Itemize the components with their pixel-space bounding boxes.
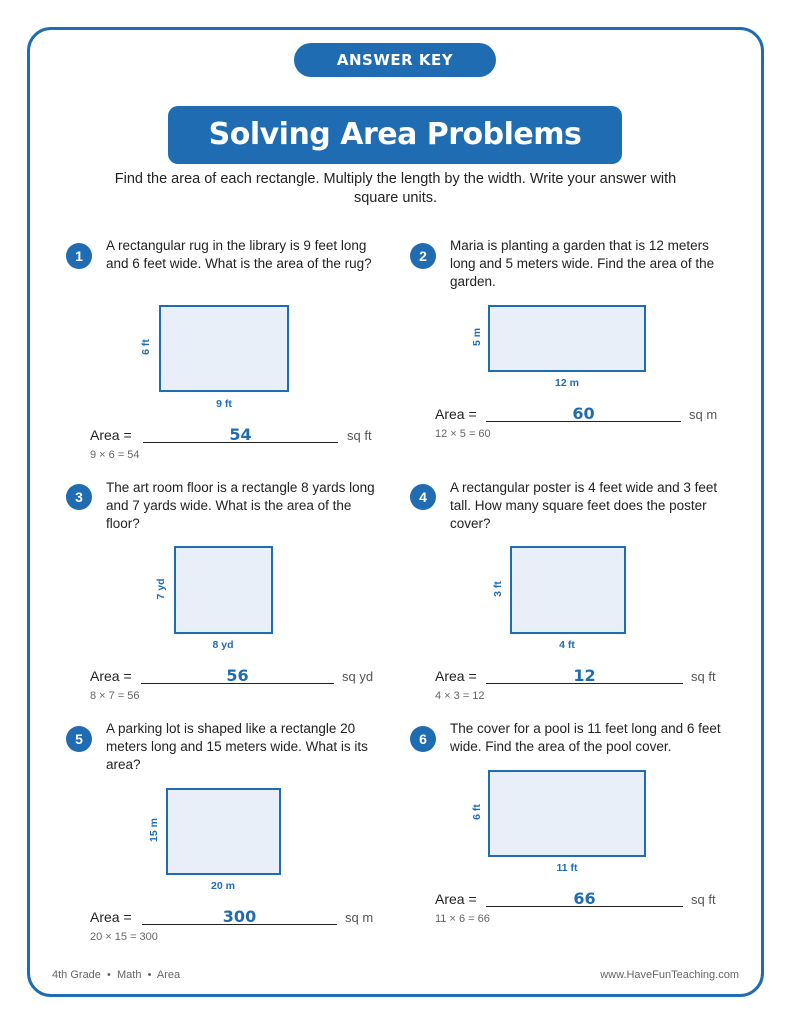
- width-label: 8 yd: [212, 639, 234, 651]
- height-label: 15 m: [148, 818, 160, 842]
- height-label: 6 ft: [471, 804, 483, 820]
- area-label: Area =: [90, 668, 132, 684]
- area-label: Area =: [90, 427, 132, 443]
- page-title: Solving Area Problems: [168, 106, 622, 164]
- rectangle-diagram: [488, 305, 646, 372]
- work-shown: 12 × 5 = 60: [435, 428, 491, 440]
- footer-subject: 4th Grade • Math • Area: [52, 969, 181, 981]
- work-shown: 8 × 7 = 56: [90, 690, 140, 702]
- work-shown: 20 × 15 = 300: [90, 931, 158, 943]
- width-label: 20 m: [211, 880, 235, 892]
- answer-unit: sq ft: [691, 892, 716, 907]
- problem-number-badge: 4: [410, 484, 436, 510]
- answer-value: 60: [572, 404, 595, 423]
- answer-unit: sq yd: [342, 669, 374, 684]
- width-label: 12 m: [555, 377, 579, 389]
- answer-unit: sq m: [689, 407, 718, 422]
- problem-number-badge: 3: [66, 484, 92, 510]
- problem-question: Maria is planting a garden that is 12 meters long and 5 meters wide. Find the area of the garden.: [450, 238, 715, 289]
- width-label: 4 ft: [559, 639, 575, 651]
- work-shown: 11 × 6 = 66: [435, 913, 490, 925]
- width-label: 11 ft: [556, 862, 578, 874]
- rectangle-diagram: [174, 546, 273, 634]
- footer-website-link[interactable]: www.HaveFunTeaching.com: [600, 969, 739, 981]
- height-label: 7 yd: [155, 578, 167, 600]
- width-label: 9 ft: [216, 398, 232, 410]
- work-shown: 9 × 6 = 54: [90, 449, 140, 461]
- area-label: Area =: [435, 406, 477, 422]
- answer-value: 66: [573, 889, 596, 908]
- answer-unit: sq ft: [691, 669, 716, 684]
- problem-question: A rectangular poster is 4 feet wide and 3 feet tall. How many square feet does the poster cover?: [450, 480, 718, 531]
- area-label: Area =: [435, 891, 477, 907]
- rectangle-diagram: [159, 305, 289, 392]
- work-shown: 4 × 3 = 12: [435, 690, 485, 702]
- problem-question: A parking lot is shaped like a rectangle 20 meters long and 15 meters wide. What is its area?: [106, 721, 368, 772]
- height-label: 6 ft: [140, 339, 152, 355]
- answer-value: 56: [226, 666, 249, 685]
- answer-value: 300: [222, 907, 257, 926]
- problem-number-badge: 5: [66, 726, 92, 752]
- answer-key-badge: ANSWER KEY: [294, 43, 496, 77]
- answer-unit: sq ft: [347, 428, 372, 443]
- problem-number-badge: 6: [410, 726, 436, 752]
- rectangle-diagram: [510, 546, 626, 634]
- area-label: Area =: [90, 909, 132, 925]
- problem-question: The cover for a pool is 11 feet long and 6 feet wide. Find the area of the pool cover.: [450, 721, 721, 754]
- answer-value: 54: [229, 425, 252, 444]
- answer-unit: sq m: [345, 910, 374, 925]
- answer-value: 12: [573, 666, 596, 685]
- problem-question: A rectangular rug in the library is 9 feet long and 6 feet wide. What is the area of the rug?: [106, 238, 372, 271]
- problem-question: The art room floor is a rectangle 8 yards long and 7 yards wide. What is the area of the floor?: [106, 480, 375, 531]
- problem-number-badge: 2: [410, 243, 436, 269]
- rectangle-diagram: [166, 788, 281, 875]
- area-label: Area =: [435, 668, 477, 684]
- rectangle-diagram: [488, 770, 646, 857]
- problem-number-badge: 1: [66, 243, 92, 269]
- height-label: 5 m: [471, 327, 483, 347]
- height-label: 3 ft: [492, 581, 504, 597]
- instructions-text: Find the area of each rectangle. Multiply the length by the width. Write your answer with square units.: [114, 171, 677, 206]
